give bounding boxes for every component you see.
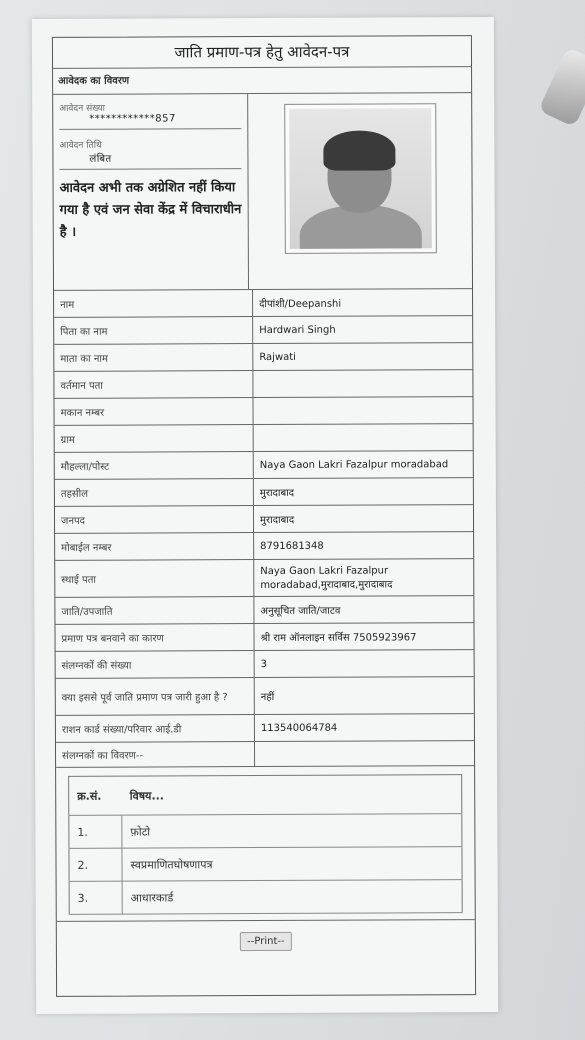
attachments-label: संलग्नकों का विवरण-- [56, 742, 255, 767]
field-value [253, 397, 473, 425]
field-label: राशन कार्ड संख्या/परिवार आई.डी [56, 715, 255, 743]
field-value: दीपांशी/Deepanshi [253, 289, 473, 316]
application-number-value: ************857 [89, 113, 176, 125]
attachments-table [68, 774, 463, 915]
sn-header: क्र.सं. [69, 776, 122, 815]
field-value: Hardwari Singh [253, 316, 473, 344]
attachment-subject: आधारकार्ड [122, 880, 462, 914]
field-value: 8791681348 [254, 532, 474, 560]
table-row [56, 650, 474, 679]
field-label: ग्राम [55, 425, 254, 453]
table-row [55, 451, 473, 480]
field-label: जनपद [55, 506, 254, 534]
application-date-value: लंबित [89, 153, 112, 165]
field-value [253, 370, 473, 398]
table-row [54, 343, 472, 372]
form-title: जाति प्रमाण-पत्र हेतु आवेदन-पत्र [53, 36, 471, 69]
application-info [53, 94, 249, 290]
table-row [55, 623, 473, 652]
attachments-header-row [69, 775, 462, 816]
print-row [57, 920, 475, 960]
field-label: मकान नम्बर [54, 398, 253, 426]
field-value: मुरादाबाद [253, 478, 473, 506]
field-value: मुरादाबाद [253, 505, 473, 533]
divider [59, 128, 241, 130]
section-heading: आवेदक का विवरण [53, 67, 471, 95]
print-button[interactable]: --Print-- [240, 932, 292, 951]
application-form [52, 35, 476, 997]
table-row [54, 316, 472, 345]
subject-header: विषय... [122, 775, 462, 815]
field-label: तहसील [55, 479, 254, 507]
table-row [56, 677, 474, 716]
attachment-subject: फ़ोटो [122, 814, 462, 848]
list-item [69, 880, 462, 915]
table-row [55, 559, 473, 598]
details-table [54, 289, 474, 743]
field-value [253, 424, 473, 452]
field-label: क्या इससे पूर्व जाति प्रमाण पत्र जारी हुआ है ? [56, 678, 255, 716]
field-label: प्रमाण पत्र बनवाने का कारण [55, 624, 254, 652]
application-date-label: आवेदन तिथि [59, 140, 102, 151]
table-row [55, 478, 473, 507]
applicant-header [53, 93, 472, 291]
paper-sheet [32, 17, 498, 1014]
field-label: नाम [54, 290, 253, 317]
attachment-sn: 1. [69, 815, 122, 848]
divider [59, 168, 241, 170]
attachment-sn: 3. [69, 881, 122, 914]
applicant-photo [284, 103, 437, 254]
field-value: 113540064784 [254, 714, 474, 742]
table-row [55, 424, 473, 453]
field-value: Naya Gaon Lakri Fazalpur moradabad [253, 451, 473, 479]
list-item [69, 847, 462, 882]
attachments-label-row [56, 741, 474, 768]
field-label: पिता का नाम [54, 317, 253, 345]
table-row [55, 532, 473, 561]
attachment-sn: 2. [69, 848, 122, 881]
status-message: आवेदन अभी तक अग्रेशित नहीं किया गया है एवं जन सेवा केंद्र में विचाराधीन है । [59, 180, 242, 240]
field-value: Naya Gaon Lakri Fazalpur moradabad,मुरादाबाद,मुरादाबाद [254, 559, 474, 597]
field-label: मोबाईल नम्बर [55, 533, 254, 561]
table-row [54, 370, 472, 399]
field-value: नहीं [254, 677, 474, 715]
table-row [55, 596, 473, 625]
field-label: संलग्नकों की संख्या [56, 651, 255, 679]
application-number-label: आवेदन संख्या [59, 103, 105, 114]
field-value: 3 [254, 650, 474, 678]
field-value: अनुसूचित जाति/जाटव [254, 596, 474, 624]
attachment-subject: स्वप्रमाणितघोषणापत्र [122, 847, 462, 881]
attachments-section [56, 766, 475, 922]
photo-cell [248, 93, 472, 289]
table-row [56, 714, 474, 743]
field-label: स्थाई पता [55, 560, 254, 598]
field-label: वर्तमान पता [54, 371, 253, 399]
list-item [69, 814, 462, 849]
table-row [54, 289, 472, 317]
field-label: मौहल्ला/पोस्ट [55, 452, 254, 480]
table-row [54, 397, 472, 426]
field-label: माता का नाम [54, 344, 253, 372]
table-row [55, 505, 473, 534]
field-label: जाति/उपजाति [55, 597, 254, 625]
field-value: श्री राम ऑनलाइन सर्विस 7505923967 [254, 623, 474, 651]
field-value: Rajwati [253, 343, 473, 371]
